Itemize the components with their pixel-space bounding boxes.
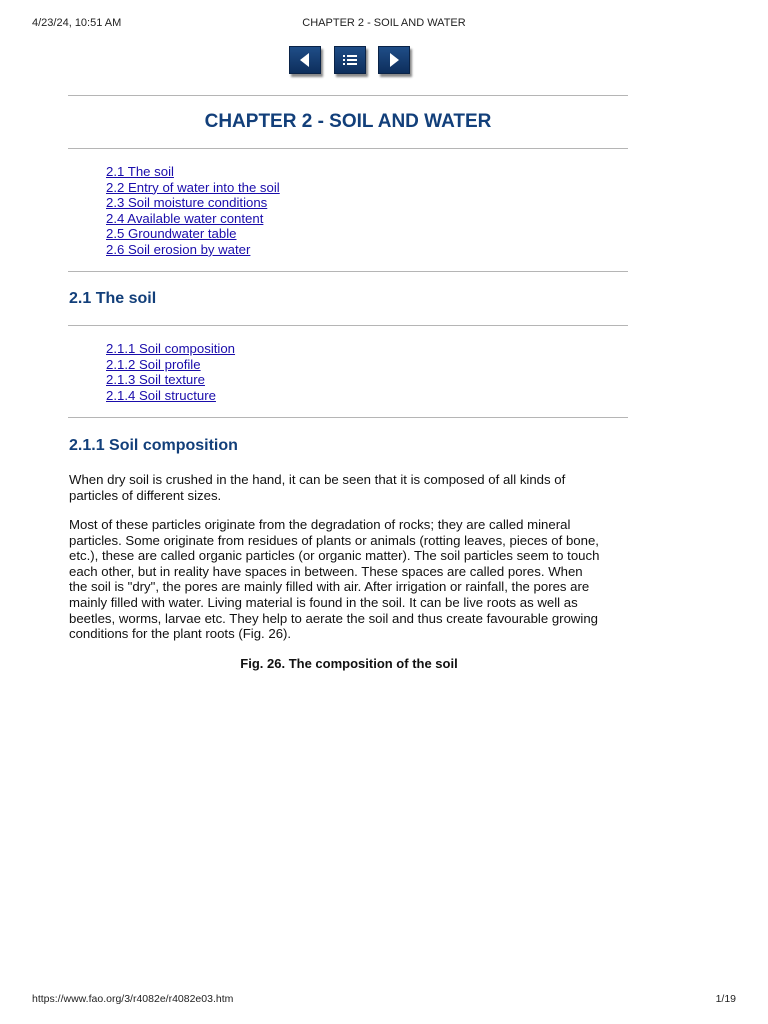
text-line: beetles, worms, larvae etc. They help to aerate the soil and thus create favourable growing: [69, 610, 599, 626]
chapter-title: CHAPTER 2 - SOIL AND WATER: [204, 111, 492, 132]
figure-caption: Fig. 26. The composition of the soil: [240, 656, 458, 671]
print-doc-title: CHAPTER 2 - SOIL AND WATER: [302, 17, 466, 29]
print-footer: [32, 993, 736, 1007]
toc-item: [106, 341, 235, 357]
next-button[interactable]: [378, 46, 410, 74]
text-line: particles. Some originate from residues of plants or animals (rotting leaves, pieces of bone,: [69, 532, 599, 548]
divider: [68, 325, 628, 326]
paragraph: [69, 517, 629, 642]
text-line: conditions for the plant roots (Fig. 26).: [69, 626, 292, 642]
toc-link-2-1[interactable]: 2.1 The soil: [106, 164, 174, 179]
text-line: mainly filled with water. Living material is found in the soil. It can be live roots as well as: [69, 594, 578, 610]
text-line: Most of these particles originate from the degradation of rocks; they are called mineral: [69, 517, 571, 532]
text-line: the soil is "dry", the pores are mainly filled with air. After irrigation or rainfall, the pores are: [69, 579, 590, 595]
section-heading-2-1: 2.1 The soil: [69, 290, 157, 307]
toc-item: [106, 180, 280, 196]
section-heading-2-1-1: 2.1.1 Soil composition: [69, 437, 238, 454]
toc-link-2-4[interactable]: 2.4 Available water content: [106, 210, 264, 226]
text-line: etc.), these are called organic particles (or organic matter). The soil particles seem to touch: [69, 548, 600, 564]
paragraph: [69, 472, 629, 503]
divider: [68, 148, 628, 149]
toc-link-2-1-1[interactable]: 2.1.1 Soil composition: [106, 341, 236, 356]
text-line: particles of different sizes.: [69, 487, 222, 503]
previous-button[interactable]: [289, 46, 321, 74]
toc-link-2-6[interactable]: 2.6 Soil erosion by water: [106, 241, 251, 257]
print-datetime: 4/23/24, 10:51 AM: [32, 17, 122, 29]
toc-item: [106, 195, 280, 211]
toc-link-2-5[interactable]: 2.5 Groundwater table: [106, 226, 237, 242]
toc-item: [106, 211, 280, 227]
divider: [68, 271, 628, 272]
chapter-toc: [106, 164, 280, 258]
previous-arrow-icon: [297, 52, 313, 68]
toc-link-2-1-3[interactable]: 2.1.3 Soil texture: [106, 372, 205, 388]
toc-item: [106, 357, 235, 373]
toc-item: [106, 372, 235, 388]
section-toc: [106, 341, 235, 403]
text-line: When dry soil is crushed in the hand, it can be seen that it is composed of all kinds of: [69, 472, 566, 487]
text-line: each other, but in reality have spaces in between. These spaces are called pores. When: [69, 563, 583, 579]
toc-link-2-1-2[interactable]: 2.1.2 Soil profile: [106, 356, 201, 372]
contents-list-icon: [341, 52, 359, 68]
toc-item: [106, 242, 280, 258]
toc-link-2-2[interactable]: 2.2 Entry of water into the soil: [106, 179, 280, 195]
print-url: https://www.fao.org/3/r4082e/r4082e03.htm: [32, 993, 234, 1005]
toc-item: [106, 164, 280, 180]
contents-button[interactable]: [334, 46, 366, 74]
toc-link-2-3[interactable]: 2.3 Soil moisture conditions: [106, 195, 268, 211]
chapter-navigation: [289, 46, 413, 78]
print-header: [32, 17, 736, 31]
toc-link-2-1-4[interactable]: 2.1.4 Soil structure: [106, 387, 216, 403]
toc-item: [106, 388, 235, 404]
toc-item: [106, 226, 280, 242]
page-number: 1/19: [715, 993, 736, 1005]
divider: [68, 95, 628, 96]
next-arrow-icon: [386, 52, 402, 68]
divider: [68, 417, 628, 418]
